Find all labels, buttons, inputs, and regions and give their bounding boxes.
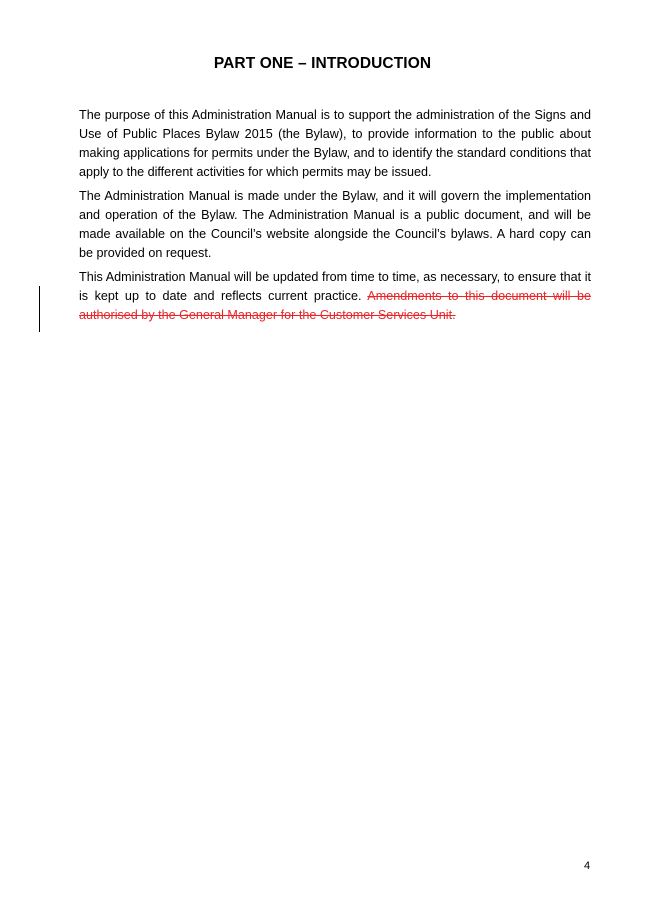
paragraph-manual-status: The Administration Manual is made under the Bylaw, and it will govern the implementation and operation of the Bylaw. The Administration Manual is a public document, and will be made available on the Council’s website alongside the Council’s bylaws. A hard copy can be provided on request. <box>79 189 591 260</box>
section-heading: PART ONE – INTRODUCTION <box>213 55 432 72</box>
paragraph-updates <box>79 268 591 325</box>
tracked-deletion-text: Amendments to this document will be authorised by the General Manager for the Customer Services Unit. <box>79 289 591 322</box>
paragraph-purpose: The purpose of this Administration Manual is to support the administration of the Signs and Use of Public Places Bylaw 2015 (the Bylaw), to provide information to the public about making applications for permits under the Bylaw, and to identify the standard conditions that apply to the different activities for which permits may be issued. <box>79 108 591 179</box>
page-number: 4 <box>584 860 591 872</box>
paragraph-updates-text: This Administration Manual will be updated from time to time, as necessary, to ensure that it is kept up to date and reflects current practice. <box>79 270 591 303</box>
revision-change-bar <box>39 286 40 332</box>
